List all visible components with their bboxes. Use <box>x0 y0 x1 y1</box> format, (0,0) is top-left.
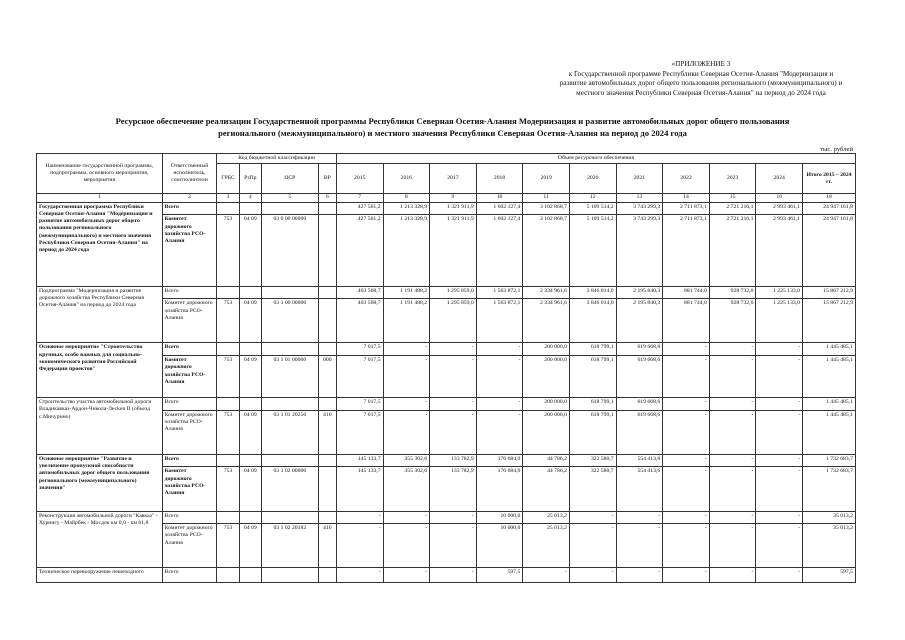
row-rzpr: 04 09 <box>239 356 261 398</box>
header-vr: ВР <box>318 164 336 194</box>
row-value: - <box>336 568 383 583</box>
column-number: 4 <box>239 194 261 202</box>
header-year: 2022 <box>663 164 710 194</box>
row-value: - <box>430 568 477 583</box>
row-value: - <box>709 511 756 524</box>
row-responsible: Всего <box>162 568 217 583</box>
row-value: - <box>430 356 477 398</box>
row-rzpr: 04 09 <box>239 410 261 454</box>
row-value: 3 102 868,7 <box>523 202 570 215</box>
row-value: - <box>756 511 803 524</box>
header-year: 2017 <box>430 164 477 194</box>
row-value: - <box>569 568 616 583</box>
row-value: 3 743 299,3 <box>616 215 663 286</box>
row-name: Подпрограмма "Модернизация и развитие дорожного хозяйства Республики Северная Осетия-Алания" на период до 2024 года <box>37 286 163 343</box>
row-responsible: Комитет дорожного хозяйства РСО-Алания <box>162 299 217 343</box>
column-number: 7 <box>336 194 383 202</box>
row-vr <box>318 202 336 215</box>
column-number: 3 <box>217 194 239 202</box>
row-value: - <box>616 524 663 568</box>
column-number: 5 <box>261 194 318 202</box>
row-csr <box>261 511 318 524</box>
row-value: 25 013,2 <box>523 524 570 568</box>
row-value: 7 017,5 <box>336 398 383 411</box>
row-csr <box>261 398 318 411</box>
row-value: 427 561,2 <box>336 202 383 215</box>
header-csr: ЦСР <box>261 164 318 194</box>
row-name: Техническое перевооружение пешеходного <box>37 568 163 583</box>
row-value: - <box>709 410 756 454</box>
row-value: 1 213 328,9 <box>383 202 430 215</box>
table-row <box>37 343 856 356</box>
row-value: - <box>383 410 430 454</box>
row-value: 25 013,2 <box>523 511 570 524</box>
row-responsible: Всего <box>162 343 217 356</box>
row-total: 35 013,2 <box>803 511 856 524</box>
column-number: 11 <box>523 194 570 202</box>
table-row <box>37 202 856 215</box>
row-vr <box>318 299 336 343</box>
row-value: - <box>383 524 430 568</box>
row-value: - <box>663 524 710 568</box>
header-name: Наименование государственной программы, подпрограммы, основного мероприятия, мероприятия <box>37 154 163 194</box>
resource-table <box>36 153 856 583</box>
row-value: - <box>430 410 477 454</box>
row-value: 3 846 014,0 <box>569 286 616 299</box>
row-value: 3 102 868,7 <box>523 215 570 286</box>
row-value: - <box>709 454 756 467</box>
row-value: 618 799,1 <box>569 398 616 411</box>
row-value: 554 413,6 <box>616 467 663 511</box>
header-year: 2024 <box>756 164 803 194</box>
header-budget-code: Код бюджетной классификации <box>217 154 337 164</box>
row-value: - <box>430 524 477 568</box>
row-value: 1 563 872,1 <box>476 299 523 343</box>
row-value: 5 109 514,2 <box>569 202 616 215</box>
row-value: - <box>663 410 710 454</box>
row-value: 427 561,2 <box>336 215 383 286</box>
row-value: 200 000,0 <box>523 343 570 356</box>
row-value: - <box>476 410 523 454</box>
row-value: 322 580,7 <box>569 467 616 511</box>
row-grbs <box>217 286 239 299</box>
row-value: 3 743 299,3 <box>616 202 663 215</box>
row-csr <box>261 454 318 467</box>
row-value: 44 786,2 <box>523 454 570 467</box>
row-value: - <box>476 398 523 411</box>
row-rzpr: 04 09 <box>239 467 261 511</box>
row-total: 24 947 161,8 <box>803 202 856 215</box>
row-grbs <box>217 202 239 215</box>
row-value: - <box>663 568 710 583</box>
row-total: 1 732 683,7 <box>803 454 856 467</box>
row-value: 355 302,6 <box>383 454 430 467</box>
row-value: 10 000,0 <box>476 511 523 524</box>
row-csr: 03 1 01 00000 <box>261 356 318 398</box>
row-rzpr: 04 09 <box>239 299 261 343</box>
row-value: - <box>523 568 570 583</box>
header-year: 2015 <box>336 164 383 194</box>
row-vr <box>318 467 336 511</box>
row-responsible: Комитет дорожного хозяйства РСО-Алания <box>162 215 217 286</box>
row-value: 597,5 <box>476 568 523 583</box>
row-value: - <box>663 398 710 411</box>
row-rzpr <box>239 568 261 583</box>
row-value: 1 225 133,0 <box>756 286 803 299</box>
header-year: 2023 <box>709 164 756 194</box>
row-value: - <box>336 511 383 524</box>
row-rzpr <box>239 454 261 467</box>
table-row <box>37 568 856 583</box>
row-responsible: Всего <box>162 398 217 411</box>
row-value: 1 295 859,0 <box>430 299 477 343</box>
row-value: - <box>476 356 523 398</box>
row-value: 7 017,5 <box>336 343 383 356</box>
row-grbs <box>217 398 239 411</box>
appendix-title: «ПРИЛОЖЕНИЕ 3 <box>671 60 731 68</box>
row-value: - <box>756 467 803 511</box>
units-label: тыс. рублей <box>820 146 853 153</box>
row-value: 1 213 328,9 <box>383 215 430 286</box>
column-number: 9 <box>430 194 477 202</box>
row-value: 2 711 873,1 <box>663 215 710 286</box>
row-name: Реконструкция автомобильной дороги "Кавказ" - Хурнигу - Майрбек - Мосдок км 0,0 - км 61,8 <box>37 511 163 568</box>
row-value: - <box>383 511 430 524</box>
row-value: - <box>663 356 710 398</box>
row-value: - <box>383 343 430 356</box>
appendix-note <box>531 60 871 98</box>
row-grbs: 753 <box>217 467 239 511</box>
row-value: 3 846 014,0 <box>569 299 616 343</box>
row-value: 44 786,2 <box>523 467 570 511</box>
row-total: 1 445 485,1 <box>803 410 856 454</box>
row-grbs: 753 <box>217 299 239 343</box>
row-value: - <box>663 511 710 524</box>
column-number: 6 <box>318 194 336 202</box>
row-responsible: Комитет дорожного хозяйства РСО-Алания <box>162 467 217 511</box>
row-value: 2 711 873,1 <box>663 202 710 215</box>
row-value: 2 993 461,1 <box>756 215 803 286</box>
row-value: - <box>663 454 710 467</box>
row-value: - <box>616 568 663 583</box>
row-value: 928 732,0 <box>709 299 756 343</box>
row-value: 618 799,1 <box>569 343 616 356</box>
row-value: - <box>383 398 430 411</box>
row-vr <box>318 568 336 583</box>
row-grbs <box>217 568 239 583</box>
row-value: 7 017,5 <box>336 356 383 398</box>
table-row <box>37 398 856 411</box>
row-grbs: 753 <box>217 356 239 398</box>
row-value: 200 000,0 <box>523 410 570 454</box>
row-value: - <box>430 343 477 356</box>
column-number: 15 <box>709 194 756 202</box>
row-value: 1 602 127,4 <box>476 202 523 215</box>
row-total: 35 013,2 <box>803 524 856 568</box>
row-value: 145 133,7 <box>336 467 383 511</box>
row-name: Основное мероприятие "Строительство крупных, особо важных для социально-экономического развития Российской Федерации проектов" <box>37 343 163 398</box>
row-rzpr: 04 09 <box>239 524 261 568</box>
row-total: 15 867 212,9 <box>803 299 856 343</box>
row-responsible: Комитет дорожного хозяйства РСО-Алания <box>162 410 217 454</box>
row-value: - <box>430 398 477 411</box>
table-row <box>37 511 856 524</box>
column-number: 1 <box>37 194 163 202</box>
document-title-line-1: Ресурсное обеспечение реализации Государственной программы Республики Северная Осетия-Алания Модернизация и развитие автомобильных дорог общего пользования <box>115 116 790 126</box>
row-value: 1 191 488,2 <box>383 286 430 299</box>
row-value: 10 000,0 <box>476 524 523 568</box>
row-value: - <box>709 398 756 411</box>
row-value: - <box>756 343 803 356</box>
row-value: 403 568,7 <box>336 286 383 299</box>
row-value: 2 195 840,3 <box>616 286 663 299</box>
header-total: Итого 2015 – 2024 гг. <box>803 164 856 194</box>
header-responsible: Ответственный исполнитель, соисполнители <box>162 154 217 194</box>
column-number: 13 <box>616 194 663 202</box>
row-vr <box>318 343 336 356</box>
row-value: 2 721 216,1 <box>709 202 756 215</box>
row-grbs: 753 <box>217 524 239 568</box>
row-value: 1 321 911,9 <box>430 215 477 286</box>
row-grbs: 753 <box>217 215 239 286</box>
row-value: 5 109 514,2 <box>569 215 616 286</box>
column-number: 8 <box>383 194 430 202</box>
column-number: 10 <box>476 194 523 202</box>
row-csr: 03 1 00 00000 <box>261 299 318 343</box>
row-value: 1 602 127,4 <box>476 215 523 286</box>
row-value: 2 334 961,6 <box>523 299 570 343</box>
row-name: Основное мероприятие "Развитие и увеличение пропускной способности автомобильных дорог общего пользования регионального (межмуниципального) значения" <box>37 454 163 511</box>
row-responsible: Всего <box>162 286 217 299</box>
row-value: 2 334 961,6 <box>523 286 570 299</box>
row-rzpr <box>239 398 261 411</box>
column-number: 14 <box>663 194 710 202</box>
row-value: 619 668,6 <box>616 356 663 398</box>
row-value: 200 000,0 <box>523 398 570 411</box>
row-value: 619 668,6 <box>616 343 663 356</box>
row-value: 403 568,7 <box>336 299 383 343</box>
row-value: 1 321 911,9 <box>430 202 477 215</box>
row-value: 928 732,0 <box>709 286 756 299</box>
row-value: - <box>756 410 803 454</box>
row-value: 322 580,7 <box>569 454 616 467</box>
row-csr <box>261 343 318 356</box>
row-value: - <box>569 524 616 568</box>
row-rzpr <box>239 286 261 299</box>
appendix-line-2: развитие автомобильных дорог общего пользования регионального (межмуниципального) и <box>559 79 843 88</box>
row-vr: 410 <box>318 524 336 568</box>
row-value: 2 195 840,3 <box>616 299 663 343</box>
row-value: 619 668,6 <box>616 398 663 411</box>
row-value: - <box>383 568 430 583</box>
row-total: 1 732 683,7 <box>803 467 856 511</box>
row-value: 881 744,0 <box>663 286 710 299</box>
table-row <box>37 454 856 467</box>
row-csr <box>261 202 318 215</box>
row-grbs <box>217 343 239 356</box>
row-vr <box>318 454 336 467</box>
row-csr <box>261 286 318 299</box>
row-csr: 03 0 00 00000 <box>261 215 318 286</box>
row-total: 1 445 485,1 <box>803 398 856 411</box>
row-value: - <box>569 511 616 524</box>
row-value: 200 000,0 <box>523 356 570 398</box>
row-vr <box>318 215 336 286</box>
row-value: 176 684,0 <box>476 467 523 511</box>
row-value: - <box>709 467 756 511</box>
row-total: 1 445 485,1 <box>803 356 856 398</box>
row-responsible: Комитет дорожного хозяйства РСО-Алания <box>162 356 217 398</box>
row-value: 133 782,9 <box>430 454 477 467</box>
row-rzpr <box>239 343 261 356</box>
row-value: 1 225 133,0 <box>756 299 803 343</box>
header-grbs: ГРБС <box>217 164 239 194</box>
row-csr: 03 1 01 20250 <box>261 410 318 454</box>
row-value: 145 133,7 <box>336 454 383 467</box>
row-value: - <box>383 356 430 398</box>
header-year: 2018 <box>476 164 523 194</box>
row-value: - <box>616 511 663 524</box>
row-value: - <box>756 524 803 568</box>
row-value: - <box>709 568 756 583</box>
row-responsible: Всего <box>162 454 217 467</box>
header-year: 2016 <box>383 164 430 194</box>
header-year: 2019 <box>523 164 570 194</box>
column-number: 16 <box>756 194 803 202</box>
column-number: 2 <box>162 194 217 202</box>
appendix-line-3: местного значения Республики Северная Осетия-Алания" на период до 2024 года <box>576 88 826 97</box>
row-csr <box>261 568 318 583</box>
table-row <box>37 286 856 299</box>
document-title <box>30 116 875 139</box>
row-csr: 03 1 02 00000 <box>261 467 318 511</box>
row-value: 7 017,5 <box>336 410 383 454</box>
row-value: 176 684,0 <box>476 454 523 467</box>
row-value: 1 563 872,1 <box>476 286 523 299</box>
row-value: 881 744,0 <box>663 299 710 343</box>
row-value: 618 799,1 <box>569 410 616 454</box>
row-rzpr <box>239 511 261 524</box>
row-grbs <box>217 511 239 524</box>
row-vr <box>318 511 336 524</box>
row-responsible: Комитет дорожного хозяйства РСО-Алания <box>162 524 217 568</box>
row-value: 1 191 488,2 <box>383 299 430 343</box>
row-value: 133 782,9 <box>430 467 477 511</box>
header-year: 2020 <box>569 164 616 194</box>
column-number: 12 <box>569 194 616 202</box>
header-year: 2021 <box>616 164 663 194</box>
row-value: - <box>709 524 756 568</box>
header-rzpr: РзПр <box>239 164 261 194</box>
row-value: - <box>430 511 477 524</box>
document-title-line-2: регионального (межмуниципального) и местного значения Республики Северная Осетия-Алания на период до 2024 года <box>218 127 687 138</box>
row-total: 15 867 212,9 <box>803 286 856 299</box>
row-value: - <box>336 524 383 568</box>
row-vr: 410 <box>318 410 336 454</box>
row-value: - <box>709 356 756 398</box>
row-value: - <box>756 454 803 467</box>
row-value: - <box>476 343 523 356</box>
row-value: 1 295 859,0 <box>430 286 477 299</box>
column-number: 18 <box>803 194 856 202</box>
row-value: 2 721 216,1 <box>709 215 756 286</box>
row-value: 355 302,6 <box>383 467 430 511</box>
row-value: - <box>663 343 710 356</box>
row-value: - <box>756 398 803 411</box>
row-total: 1 445 485,1 <box>803 343 856 356</box>
row-value: 618 799,1 <box>569 356 616 398</box>
row-csr: 03 1 02 20182 <box>261 524 318 568</box>
row-vr <box>318 286 336 299</box>
row-name: Государственная программа Республики Северная Осетия-Алания "Модернизация и развитие автомобильных дорог общего пользования регионального (межмуниципального) и местного значения Республики Северная Осетия-Алания" на период до 2024 года <box>37 202 163 286</box>
row-total: 597,5 <box>803 568 856 583</box>
row-value: 619 668,6 <box>616 410 663 454</box>
row-value: 2 993 461,1 <box>756 202 803 215</box>
row-value: - <box>663 467 710 511</box>
row-vr: 000 <box>318 356 336 398</box>
row-value: - <box>756 568 803 583</box>
row-value: - <box>709 343 756 356</box>
row-responsible: Всего <box>162 202 217 215</box>
row-rzpr: 04 09 <box>239 215 261 286</box>
row-grbs: 753 <box>217 410 239 454</box>
row-vr <box>318 398 336 411</box>
header-resource-volume: Объем ресурсного обеспечения <box>336 154 855 164</box>
row-total: 24 947 161,8 <box>803 215 856 286</box>
row-value: - <box>756 356 803 398</box>
appendix-line-1: к Государственной программе Республики Северная Осетия-Алания "Модернизация и <box>568 69 834 78</box>
row-value: 554 413,6 <box>616 454 663 467</box>
row-responsible: Всего <box>162 511 217 524</box>
row-name: Строительство участка автомобильной дороги Владикавказ-Ардон-Чикола-Лесken II (объезд с.Мичурино) <box>37 398 163 455</box>
row-grbs <box>217 454 239 467</box>
row-rzpr <box>239 202 261 215</box>
